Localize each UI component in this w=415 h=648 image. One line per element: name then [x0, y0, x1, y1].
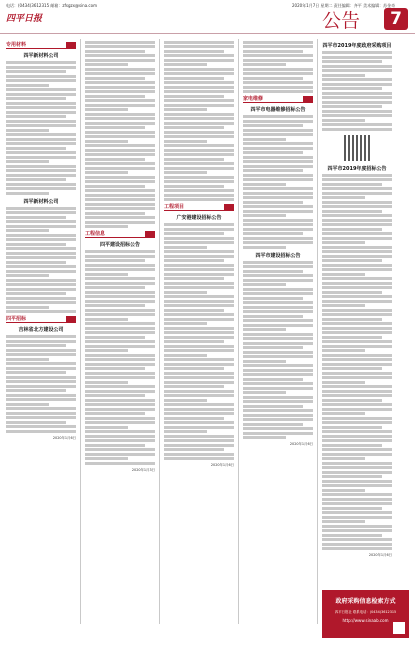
section-header: 专用材料 [6, 41, 76, 49]
ad-url-link[interactable]: http://www.sinaab.com [342, 618, 389, 623]
article-body [6, 207, 76, 314]
column-divider [238, 39, 239, 624]
article-title: 四平市2019年度招标公告 [327, 165, 387, 172]
page-number: 7 [384, 8, 408, 30]
section-header: 工程项目 [164, 203, 234, 211]
article-body [6, 61, 76, 195]
signature-date: 2020年1月6日 [52, 435, 76, 440]
ad-banner [322, 590, 409, 638]
section-header: 四平招标 [6, 315, 76, 323]
column-divider [159, 39, 160, 624]
column-5 [322, 39, 392, 559]
header-contact: 电话：(0434)3612315 邮箱：zfsgzx@sina.com [6, 3, 97, 8]
column-2 [85, 39, 155, 474]
article-body [243, 261, 313, 440]
signature-date: 2020年1月6日 [289, 442, 313, 446]
column-3 [164, 39, 234, 469]
column-divider [80, 39, 81, 624]
column-divider [317, 39, 318, 624]
column-1 [6, 39, 76, 442]
article-body [6, 335, 76, 433]
signature-date: 2020年1月3日 [131, 467, 155, 472]
ad-title: 政府采购信息检索方式 [335, 598, 396, 605]
masthead: 四平日报 [6, 14, 43, 24]
article-body [85, 41, 155, 229]
article-title: 四平市电器维修招标公告 [250, 107, 306, 113]
article-body [85, 250, 155, 465]
article-body [322, 174, 392, 551]
qr-code-icon [393, 622, 405, 634]
header-date: 2020年1月7日 星期二 责任编辑：齐平 美术编辑：苏金奇 [292, 3, 396, 8]
section-header: 工程信息 [85, 230, 155, 238]
article-body [243, 41, 313, 94]
article-title: 四平市建设招标公告 [255, 252, 301, 259]
article-title: 四平建设招标公告 [99, 242, 140, 248]
article-title: 四平新材料公司 [23, 198, 59, 205]
qr-code-icon [344, 135, 370, 161]
article-body [243, 115, 313, 249]
column-4 [243, 39, 313, 448]
signature-date: 2020年1月6日 [210, 463, 234, 467]
ad-contact: 四平日报社 联系电话：(0434)3612315 [334, 610, 397, 614]
section-title: 公告 [322, 10, 361, 32]
article-title: 吉林省北方建设公司 [18, 327, 64, 333]
article-title: 广安港建设招标公告 [176, 215, 222, 221]
article-body [164, 41, 234, 202]
article-title: 四平市2019年度政府采购项目 [322, 43, 392, 49]
page-header [0, 0, 415, 34]
article-body [164, 223, 234, 460]
section-header: 家电维修 [243, 95, 313, 103]
signature-date: 2020年1月6日 [368, 553, 392, 557]
article-body [322, 51, 392, 131]
article-title: 四平新材料公司 [23, 53, 59, 59]
